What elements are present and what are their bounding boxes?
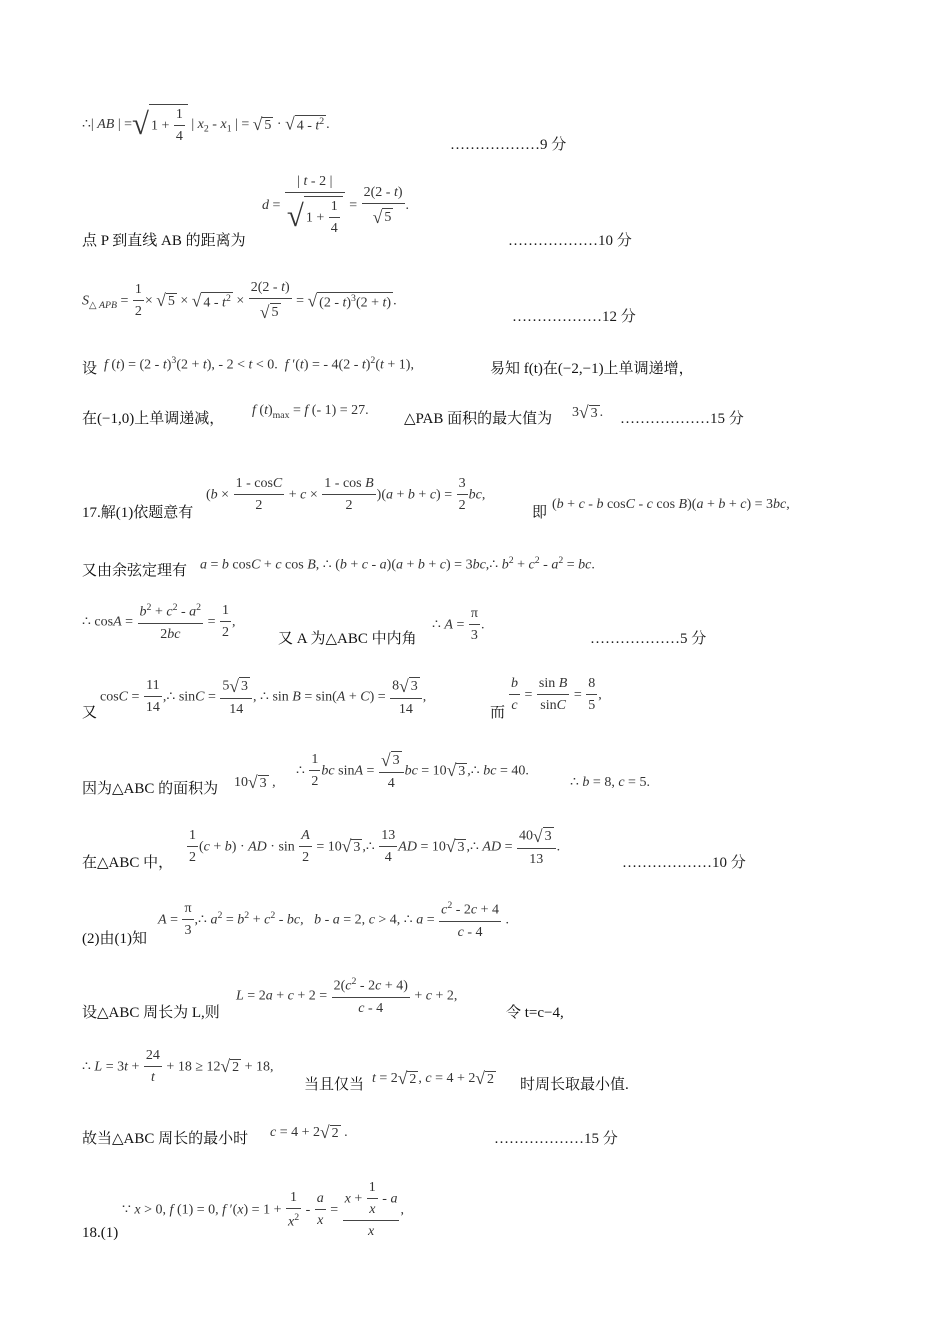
max-formula: f $(t)_{max} = f$ (- 1) = 27. [252,403,369,421]
q18-label: 18.(1) [82,1225,119,1241]
q17-label: 17.解(1)依题意有 [82,505,194,521]
score-15b: ………………15 分 [494,1131,618,1147]
perimeter-formula: L = 2a + c + 2 = $\frac{2(c^2 - 2c + 4)}{c - 4}$ + c + 2, [236,976,458,1016]
ad-formula: $\frac{1}{2}$ (c + b) · AD · sin $\frac{A}{2}$ = 10√ 3 ,∴ $\frac{13}{4}$ AD = 10√ 3 ,∴ AD = $\frac{40√ 3}{13}$ . [189,826,561,868]
q17-condition-formula: (b × $\frac{1 - \cos C}{2}$ + c × $\frac{\text{1 - cos B}}{2}$ )(a + b + c) = $\frac{3}{2}$ bc, [206,476,486,514]
cos-c-formula: cosC = $\frac{11}{14}$ ,∴ sinC = $\frac{5√ 3}{14}$ , ∴ sin B = sin(A + C) = $\frac{8√ 3}{14}$ , [100,676,427,718]
ji-text: 即 [532,505,548,521]
distance-text: 点 P 到直线 AB 的距离为 [82,233,246,249]
score-9: ………………9 分 [450,137,567,153]
q2-label: (2)由(1)知 [82,931,147,947]
bc-values: ∴ b = 8, c = 5. [570,775,650,790]
therefore-symbol: ∴ [82,116,91,132]
let-t-text: 令 t=c−4, [506,1005,564,1021]
q17-simplified-formula: (b + c - b cosC - c cos B)(a + b + c) = 3bc, [552,497,790,512]
cos-rule-text: 又由余弦定理有 [82,563,188,579]
q2-formula: A = $\frac{\pi}{3}$ ,∴ $a^2 = b^2 + c^2$ - bc, b - a = 2, c > 4, ∴ a = $\frac{c^2 - 2c + 4}{c - 4}$ . [158,900,510,940]
equality-condition: t = 2√ 2 , c = 4 + 2√ 2 [372,1068,495,1088]
l-inequality: ∴ L = 3t + $\frac{24}{t}$ + 18 ≥ 12√ 2 + 18, [82,1048,274,1086]
set-text: 设 [82,361,98,377]
monotonic-decrease-text: 在(−1,0)上单调递减， [82,411,225,427]
you-text: 又 [82,705,98,721]
conclusion-text: 故当△ABC 周长的最小时 [82,1131,249,1147]
area-value: 10√ 3 , [234,772,276,792]
perimeter-text: 设△ABC 周长为 L,则 [82,1005,220,1021]
area-text: 因为△ABC 的面积为 [82,781,219,797]
iff-text: 当且仅当 [304,1077,365,1093]
angle-text: 又 A 为△ABC 中内角 [278,631,417,647]
ft-formula: f (t) = (2 - t)$^3$(2 + t), - 2 < t < 0. f ′(t) = - 4(2 - t)$^2$(t + 1), [104,355,414,373]
score-15a: ………………15 分 [620,411,744,427]
max-area-value: 3√ 3 . [572,402,604,422]
monotonic-increase-text: 易知 f(t)在(−2,−1)上单调递增， [490,361,694,377]
score-10a: ………………10 分 [508,233,632,249]
ratio-formula: $\frac{b}{c}$ = $\frac{\text{sin B}}{\sin C}$ = $\frac{8}{5}$ , [511,676,602,714]
area-solve-formula: ∴ $\frac{1}{2}$ bc sinA = $\frac{√ 3}{4}$ bc = 10√ 3 ,∴ bc = 40. [296,750,529,792]
conclusion-value: c = 4 + 2√ 2 . [270,1122,348,1142]
in-abc-text: 在△ABC 中， [82,855,174,871]
cos-rule-formula: a = b cosC + c cos B, ∴ (b + c - a)(a + b + c) = 3bc,∴ $b^2 + c^2 - a^2$ = bc. [200,555,595,573]
min-text: 时周长取最小值. [520,1077,629,1093]
ab-length-formula: ∴| AB | =√ 1 + $\frac{1}{4}$ | $x_2 - x_1$ | = √ 5 · √ $4 - t^2$ . [82,104,330,145]
score-12: ………………12 分 [512,309,636,325]
score-10b: ………………10 分 [622,855,746,871]
q18-derivative-formula: ∵ x > 0, f (1) = 0, f ′(x) = 1 + $\frac{1}{x^2}$ - $\frac{a}{x}$ = x + $\frac{1}{x}$ - a x , [122,1180,404,1240]
score-5: ………………5 分 [590,631,707,647]
distance-formula: d = | t - 2 | √ 1 + $\frac{1}{4}$ = $\frac{2(2 - t)}{√ 5}$ . [262,174,410,237]
cos-a-formula: ∴ cosA = $\frac{b^2 + c^2 - a^2}{2bc}$ = $\frac{1}{2}$ , [82,602,236,642]
d-variable: d [262,197,269,213]
area-formula: $S_{\triangle APB}$ = $\frac{1}{2}$ × √ 5 × √ $4 - t^2$ × $\frac{2(2 - t)}{√ 5}$ = √ (2 - t)$^3$(2 + t) . [82,280,397,323]
angle-a-formula: ∴ A = $\frac{\pi}{3}$ . [432,606,485,644]
er-text: 而 [490,705,506,721]
max-area-text: △PAB 面积的最大值为 [404,411,553,427]
